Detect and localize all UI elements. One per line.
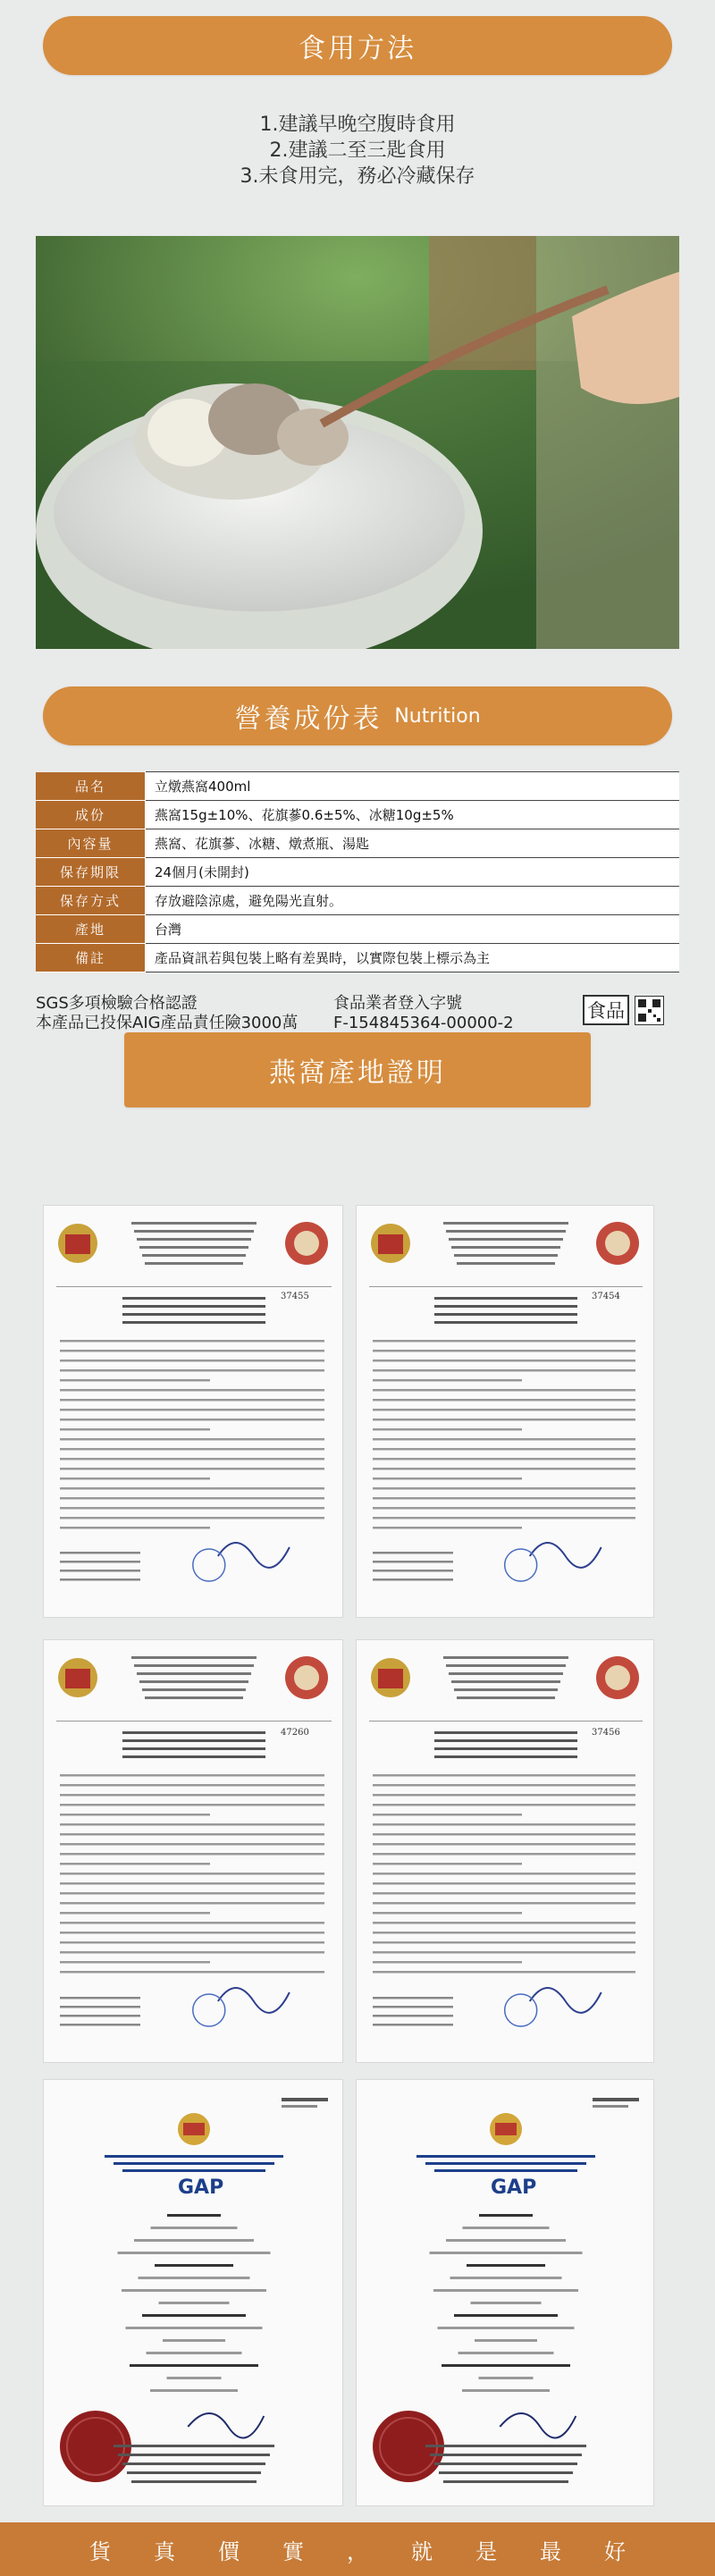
sgs-text: SGS多項檢驗合格認證 bbox=[36, 994, 198, 1013]
row-key: 品名 bbox=[36, 772, 146, 801]
row-value: 產品資訊若與包裝上略有差異時，以實際包裝上標示為主 bbox=[146, 944, 680, 972]
table-row bbox=[36, 944, 679, 972]
usage-title: 食用方法 bbox=[299, 33, 416, 64]
gap-certificate bbox=[356, 2079, 654, 2506]
nutrition-title: 營養成份表 bbox=[234, 703, 383, 735]
row-value: 燕窩、花旗蔘、冰糖、燉煮瓶、湯匙 bbox=[146, 829, 680, 858]
row-value: 燕窩15g±10%、花旗蔘0.6±5%、冰糖10g±5% bbox=[146, 801, 680, 829]
permit-number: 37455 bbox=[281, 1292, 309, 1301]
permit-number: 37454 bbox=[592, 1292, 620, 1301]
certification-right bbox=[333, 994, 514, 1033]
permit-certificate bbox=[356, 1205, 654, 1618]
gap-certificate bbox=[43, 2079, 343, 2506]
gap-logo-text: GAP bbox=[178, 2176, 224, 2199]
permit-certificate bbox=[356, 1639, 654, 2063]
footer-slogan bbox=[0, 2522, 715, 2576]
usage-line: 2.建議二至三匙食用 bbox=[269, 139, 446, 162]
row-key: 產地 bbox=[36, 915, 146, 944]
row-value: 存放避陰涼處，避免陽光直射。 bbox=[146, 887, 680, 915]
registry-label: 食品業者登入字號 bbox=[333, 994, 462, 1013]
table-row bbox=[36, 858, 679, 887]
row-key: 保存方式 bbox=[36, 887, 146, 915]
usage-line: 1.建議早晚空腹時食用 bbox=[259, 114, 456, 136]
certification-left bbox=[36, 994, 298, 1033]
permit-certificate bbox=[43, 1639, 343, 2063]
origin-title: 燕窩產地證明 bbox=[269, 1057, 446, 1089]
table-row bbox=[36, 801, 679, 829]
table-row bbox=[36, 887, 679, 915]
gap-logo-text: GAP bbox=[491, 2176, 537, 2199]
row-value: 立燉燕窩400ml bbox=[146, 772, 680, 801]
qr-code-icon bbox=[635, 996, 664, 1025]
table-row bbox=[36, 915, 679, 944]
product-photo bbox=[36, 236, 679, 649]
row-key: 內容量 bbox=[36, 829, 146, 858]
table-row bbox=[36, 772, 679, 801]
usage-instructions bbox=[0, 112, 715, 189]
slogan-char: 是 bbox=[475, 2538, 497, 2564]
slogan-char: 真 bbox=[154, 2538, 175, 2564]
slogan-char: 好 bbox=[604, 2538, 626, 2564]
usage-title-banner bbox=[43, 16, 672, 75]
slogan-char: ， bbox=[347, 2538, 368, 2564]
slogan-char: 就 bbox=[411, 2538, 433, 2564]
nutrition-title-banner bbox=[43, 686, 672, 745]
usage-line: 3.未食用完，務必冷藏保存 bbox=[240, 165, 475, 188]
slogan-char: 貨 bbox=[89, 2538, 111, 2564]
origin-title-banner bbox=[124, 1032, 591, 1107]
registry-number: F-154845364-00000-2 bbox=[333, 1014, 514, 1032]
slogan-char: 實 bbox=[282, 2538, 304, 2564]
food-badge: 食品 bbox=[583, 995, 629, 1025]
table-row bbox=[36, 829, 679, 858]
slogan-char: 最 bbox=[540, 2538, 561, 2564]
row-key: 備註 bbox=[36, 944, 146, 972]
permit-number: 47260 bbox=[281, 1728, 309, 1738]
nutrition-title-en: Nutrition bbox=[394, 704, 481, 728]
permit-certificate bbox=[43, 1205, 343, 1618]
slogan-char: 價 bbox=[218, 2538, 240, 2564]
row-key: 保存期限 bbox=[36, 858, 146, 887]
row-value: 24個月(未開封) bbox=[146, 858, 680, 887]
insurance-text: 本產品已投保AIG產品責任險3000萬 bbox=[36, 1014, 299, 1032]
permit-number: 37456 bbox=[592, 1728, 620, 1738]
row-value: 台灣 bbox=[146, 915, 680, 944]
row-key: 成份 bbox=[36, 801, 146, 829]
nutrition-table bbox=[36, 771, 679, 972]
